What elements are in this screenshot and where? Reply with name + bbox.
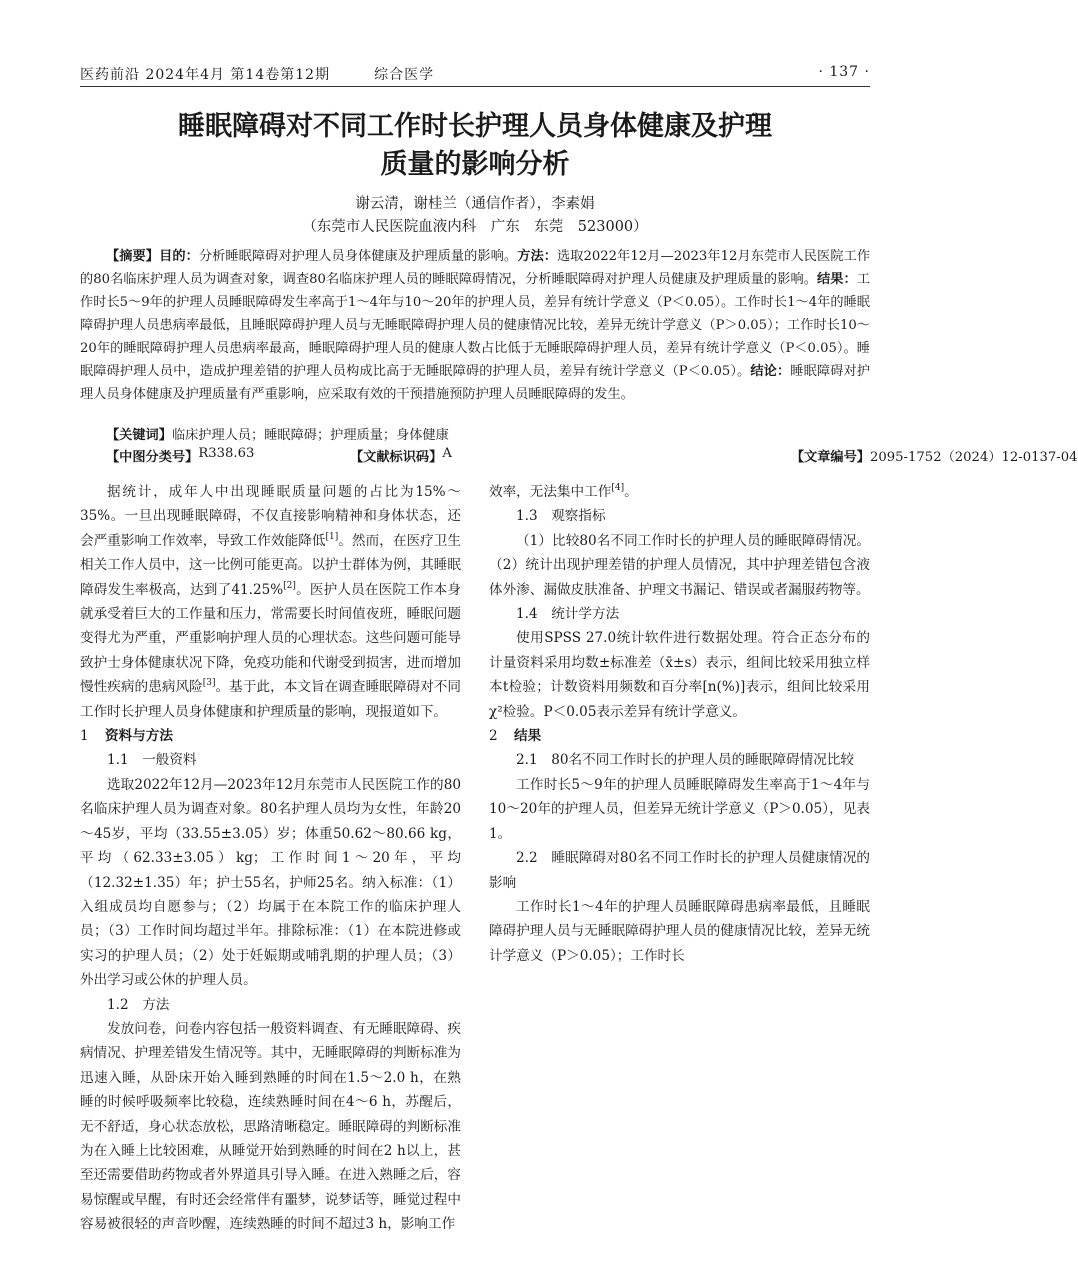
citation[interactable]: [2] bbox=[283, 580, 296, 591]
subsection-heading: 2.2 睡眠障碍对80名不同工作时长的护理人员健康情况的影响 bbox=[489, 850, 870, 891]
paragraph: 发放问卷，问卷内容包括一般资料调查、有无睡眠障碍、疾病情况、护理差错发生情况等。其中，无睡眠障碍的判断标准为迅速入睡，从卧床开始入睡到熟睡的时间在1.5～2.0 h，在熟睡的时候呼吸频率比较稳，连续熟睡时间在4～6 h，苏醒后，无不舒适，身心状态放松，思路清晰稳定。睡眠障碍的判断标准为在入睡上比较困难，从睡觉开始到熟睡的时间在2 h以上，甚至还需要借助药物或者外界道具引导入睡。在进入熟睡之后，容易惊醒或早醒，有时还会经常伴有噩梦，说梦话等，睡觉过程中容易被很轻的声音吵醒，连续熟睡的时间不超过3 h，影响工作 bbox=[80, 1020, 461, 1233]
left-column bbox=[80, 480, 461, 1237]
article-title: 睡眠障碍对不同工作时长护理人员身体健康及护理 质量的影响分析 bbox=[178, 111, 772, 180]
doc-code: 【文献标识码】 A bbox=[350, 446, 452, 465]
subsection-heading: 2.1 80名不同工作时长的护理人员的睡眠障碍情况比较 bbox=[516, 752, 854, 769]
subsection-heading: 1.2 方法 bbox=[107, 996, 170, 1013]
journal-info: 医药前沿 2024年4月 第14卷第12期 综合医学 bbox=[80, 67, 435, 83]
section-heading: 2 结果 bbox=[489, 728, 542, 745]
citation[interactable]: [1] bbox=[325, 531, 339, 542]
section-heading: 1 资料与方法 bbox=[80, 728, 173, 745]
classification-line bbox=[106, 446, 1078, 468]
subsection-heading: 1.1 一般资料 bbox=[107, 752, 197, 769]
paragraph: （1）比较80名不同工作时长的护理人员的睡眠障碍情况。（2）统计出现护理差错的护理人员情况，其中护理差错包含液体外渗、漏做皮肤准备、护理文书漏记、错误或者漏服药物等。 bbox=[489, 532, 870, 598]
page-number: · 137 · bbox=[818, 64, 870, 80]
clc-number: 【中图分类号】 R338.63 bbox=[106, 446, 255, 465]
paragraph: 选取2022年12月—2023年12月东莞市人民医院工作的80名临床护理人员为调查对象。80名护理人员均为女性，年龄20～45岁，平均（33.55±3.05）岁；体重50.62～80.66 kg，平均（62.33±3.05）kg；工作时间1～20年，平均（12.32±1.35）年；护士55名，护师25名。纳入标准：（1）入组成员均自愿参与；（2）均属于在本院工作的临床护理人员；（3）工作时间均超过半年。排除标准：（1）在本院进修或实习的护理人员；（2）处于妊娠期或哺乳期的护理人员；（3）外出学习或公休的护理人员。 bbox=[80, 776, 461, 989]
abstract: 【摘要】目的：分析睡眠障碍对护理人员身体健康及护理质量的影响。方法：选取2022年12月—2023年12月东莞市人民医院工作的80名临床护理人员为调查对象，调查80名临床护理人员的睡眠障碍情况，分析睡眠障碍对护理人员健康及护理质量的影响。结果：工作时长5～9年的护理人员睡眠障碍发生率高于1～4年与10～20年的护理人员，差异有统计学意义（P＜0.05）。工作时长1～4年的睡眠障碍护理人员患病率最低，且睡眠障碍护理人员与无睡眠障碍护理人员的健康情况比较，差异无统计学意义（P＞0.05）；工作时长10～20年的睡眠障碍护理人员患病率最高，睡眠障碍护理人员的健康人数占比低于无睡眠障碍护理人员，差异有统计学意义（P＜0.05）。睡眠障碍护理人员中，造成护理差错的护理人员构成比高于无睡眠障碍的护理人员，差异有统计学意义（P＜0.05）。结论：睡眠障碍对护理人员身体健康及护理质量有严重影响，应采取有效的干预措施预防护理人员睡眠障碍的发生。 bbox=[80, 249, 871, 402]
paragraph: 效率，无法集中工作[4]。 bbox=[489, 483, 638, 500]
author-list: 谢云清，谢桂兰（通信作者），李素娟 bbox=[355, 196, 595, 212]
citation[interactable]: [3] bbox=[202, 678, 216, 689]
running-header bbox=[80, 60, 870, 87]
paragraph: 工作时长5～9年的护理人员睡眠障碍发生率高于1～4年与10～20年的护理人员，但差异无统计学意义（P＞0.05），见表1。 bbox=[489, 776, 870, 842]
keywords: 【关键词】临床护理人员；睡眠障碍；护理质量；身体健康 bbox=[106, 428, 449, 443]
article-number: 【文章编号】 2095-1752（2024）12-0137-04 bbox=[790, 450, 1078, 465]
citation[interactable]: [4] bbox=[611, 483, 625, 493]
section-label: 综合医学 bbox=[374, 67, 435, 83]
paragraph: 工作时长1～4年的护理人员睡眠障碍患病率最低，且睡眠障碍护理人员与无睡眠障碍护理人员的健康情况比较，差异无统计学意义（P＞0.05）；工作时长 bbox=[489, 898, 870, 964]
intro-paragraph: 据统计，成年人中出现睡眠质量问题的占比为15%～35%。一旦出现睡眠障碍，不仅直接影响精神和身体状态，还会严重影响工作效率，导致工作效能降低[1]。然而，在医疗卫生相关工作人员中，这一比例可能更高。以护士群体为例，其睡眠障碍发生率极高，达到了41.25%[2]。医护人员在医院工作本身就承受着巨大的工作量和压力，常需要长时间值夜班，睡眠问题变得尤为严重，严重影响护理人员的心理状态。这些问题可能导致护士身体健康状况下降，免疫功能和代谢受到损害，进而增加慢性疾病的患病风险[3]。基于此，本文旨在调查睡眠障碍对不同工作时长护理人员身体健康和护理质量的影响，现报道如下。 bbox=[80, 484, 462, 720]
subsection-heading: 1.3 观察指标 bbox=[516, 508, 606, 525]
affiliation: （东莞市人民医院血液内科 广东 东莞 523000） bbox=[302, 219, 648, 235]
paragraph: 使用SPSS 27.0统计软件进行数据处理。符合正态分布的计量资料采用均数±标准差（x̄±s）表示，组间比较采用独立样本t检验；计数资料用频数和百分率[n(%)]表示，组间比较采用χ²检验。P＜0.05表示差异有统计学意义。 bbox=[489, 630, 870, 720]
right-column bbox=[489, 480, 870, 968]
subsection-heading: 1.4 统计学方法 bbox=[516, 606, 620, 623]
